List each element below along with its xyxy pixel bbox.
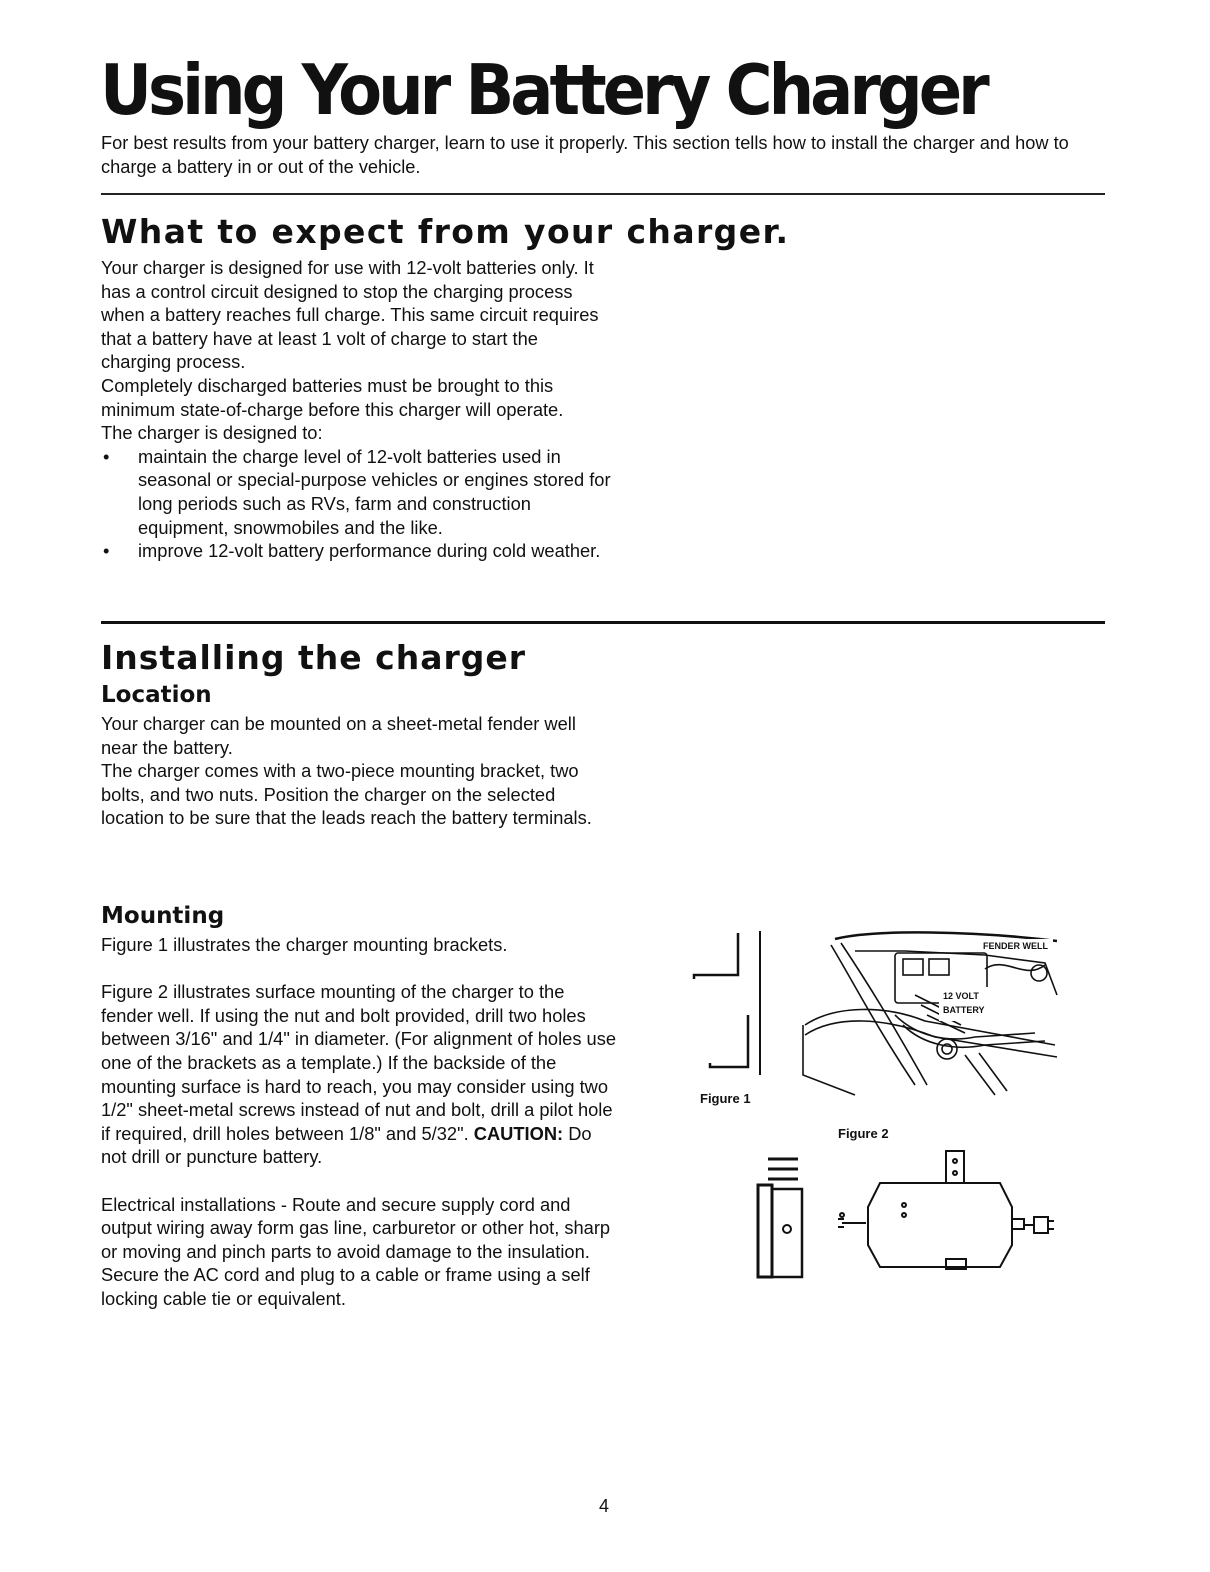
bracket-shape — [710, 1015, 748, 1067]
figure-2-mounting-illustration — [795, 925, 1065, 1105]
section-divider — [101, 193, 1105, 195]
expect-paragraph: The charger is designed to: — [101, 422, 323, 444]
caution-text: Do not drill or puncture battery. — [101, 1122, 592, 1168]
list-item — [101, 445, 611, 539]
expect-paragraph: Completely discharged batteries must be brought to this minimum state-of-charge before this charger will operate. — [101, 374, 564, 420]
intro-paragraph: For best results from your battery charger, learn to use it properly. This section tells how to install the charger and how to charge a battery in or out of the vehicle. — [101, 133, 1069, 177]
bullet-icon: • — [103, 540, 110, 562]
battery-label-line1: 12 VOLT — [943, 991, 979, 1001]
list-item-text: improve 12-volt battery performance during cold weather. — [138, 540, 601, 562]
bullet-icon: • — [103, 445, 110, 467]
caution-label: CAUTION: — [473, 1122, 564, 1144]
expect-heading: What to expect from your charger. — [101, 212, 790, 251]
mounting-paragraph: Figure 1 illustrates the charger mounting brackets. — [101, 934, 508, 955]
page-title: Using Your Battery Charger — [100, 51, 986, 132]
mounting-paragraph: Electrical installations - Route and secure supply cord and output wiring away form gas line, carburetor or other hot, sharp or moving and pinch parts to avoid damage to the insulation. Secure the AC cord and plug to a cable or frame using a self locking cable tie or equivalent. — [101, 1193, 611, 1309]
figure-1-brackets-illustration — [680, 925, 780, 1085]
mounting-paragraph — [101, 980, 621, 1169]
bracket-shape — [694, 933, 738, 979]
list-item — [101, 539, 611, 563]
feature-list — [101, 445, 611, 563]
list-item-text: maintain the charge level of 12-volt batteries used in seasonal or special-purpose vehicles or engines stored for long periods such as RVs, farm and construction equipment, snowmobiles and the like. — [138, 445, 611, 538]
figure-1-caption: Figure 1 — [700, 1091, 751, 1106]
mounting-paragraph-text: Figure 2 illustrates surface mounting of the charger to the fender well. If using the nut and bolt provided, drill two holes between 3/16" and 1/4" in diameter. (For alignment of holes use one of the brackets as a template.) If the backside of the mounting surface is hard to reach, you may consider using two 1/2" sheet-metal screws instead of nut and bolt, drill a pilot hole if required, drill holes between 1/8" and 5/32". — [101, 981, 617, 1144]
location-body — [101, 712, 601, 830]
page-number: 4 — [599, 1496, 610, 1516]
install-heading: Installing the charger — [101, 638, 527, 677]
fender-well-label: FENDER WELL — [983, 941, 1048, 951]
battery-label-line2: BATTERY — [943, 1005, 985, 1015]
section-divider — [101, 621, 1105, 624]
location-paragraph: The charger comes with a two-piece mounting bracket, two bolts, and two nuts. Position the charger on the selected location to be sure that the leads reach the battery terminals. — [101, 760, 592, 829]
expect-body — [101, 256, 611, 563]
charger-top-view-illustration — [750, 1145, 1070, 1285]
location-heading: Location — [101, 682, 212, 708]
mounting-heading: Mounting — [101, 903, 225, 929]
expect-paragraph: Your charger is designed for use with 12-volt batteries only. It has a control circuit designed to stop the charging process when a battery reaches full charge. This same circuit requires that a battery have at least 1 volt of charge to start the charging process. — [101, 257, 599, 373]
mounting-body — [101, 933, 621, 1311]
figure-2-caption: Figure 2 — [838, 1126, 889, 1141]
charger-body-shape — [868, 1183, 1012, 1267]
location-paragraph: Your charger can be mounted on a sheet-metal fender well near the battery. — [101, 713, 576, 758]
